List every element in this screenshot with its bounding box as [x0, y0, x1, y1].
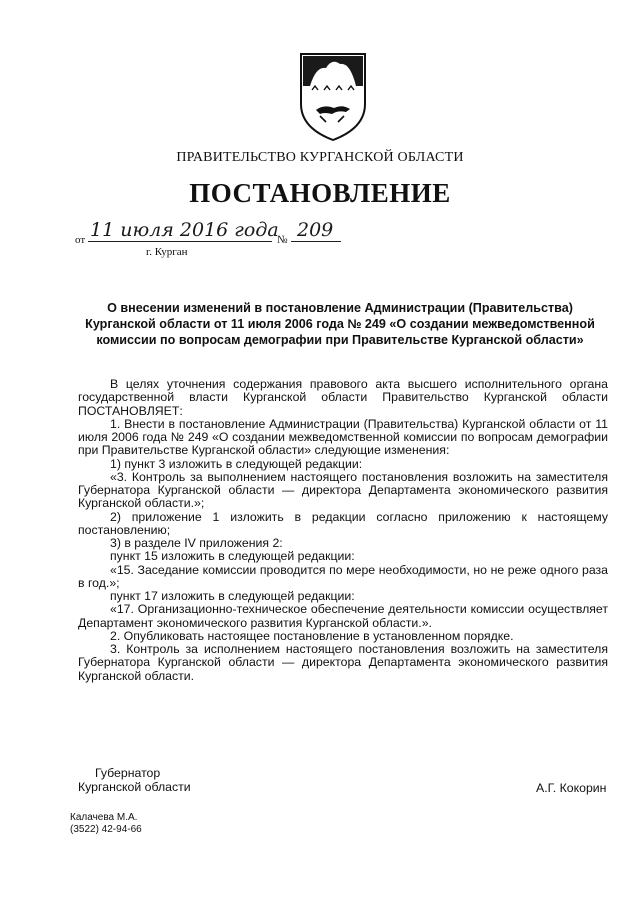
signatory-title-line1: Губернатор [95, 766, 161, 780]
date-prefix: от [75, 234, 86, 246]
coat-of-arms-emblem [298, 52, 368, 142]
handwritten-date: 11 июля 2016 года [90, 219, 279, 241]
paragraph-quote-17: «17. Организационно-техническое обеспечение деятельности комиссии осуществляет Департамент экономического развития Курганской области.». [78, 602, 608, 630]
paragraph-point-15: пункт 15 изложить в следующей редакции: [110, 549, 355, 564]
city-label: г. Курган [146, 246, 188, 258]
number-prefix: № [277, 234, 288, 246]
executor-phone: (3522) 42-94-66 [70, 824, 142, 835]
executor-name: Калачева М.А. [70, 812, 138, 823]
resolution-heading [70, 300, 610, 348]
number-underline [291, 241, 341, 242]
paragraph-point-17: пункт 17 изложить в следующей редакции: [110, 589, 355, 603]
government-name: ПРАВИТЕЛЬСТВО КУРГАНСКОЙ ОБЛАСТИ [176, 150, 464, 165]
paragraph-subitem-2: 2) приложение 1 изложить в редакции согласно приложению к настоящему постановлению; [78, 509, 608, 537]
paragraph-subitem-1: 1) пункт 3 изложить в следующей редакции: [110, 456, 363, 471]
paragraph-item-1: 1. Внести в постановление Администрации (Правительства) Курганской области от 11 июля 2006 года № 249 «О создании межведомственной комиссии по вопросам демографии при Правительстве Курганской области» следующие изменения: [78, 416, 608, 458]
signatory-name: А.Г. Кокорин [536, 781, 607, 795]
paragraph-item-2: 2. Опубликовать настоящее постановление в установленном порядке. [110, 628, 514, 643]
paragraph-preamble: В целях уточнения содержания правового акта высшего исполнительного органа государственной власти Курганской области Правительство Курганской области ПОСТАНОВЛЯЕТ: [78, 377, 608, 418]
paragraph-subitem-3: 3) в разделе IV приложения 2: [110, 536, 283, 550]
date-underline [88, 241, 272, 242]
signatory-title-line2: Курганской области [78, 780, 191, 794]
paragraph-quote-15: «15. Заседание комиссии проводится по мере необходимости, но не реже одного раза в год.»; [78, 562, 608, 590]
handwritten-number: 209 [297, 219, 334, 241]
heading-line: Курганской области от 11 июля 2006 года № 249 «О создании межведомственной [85, 317, 595, 331]
paragraph-quote-3: «3. Контроль за выполнением настоящего постановления возложить на заместителя Губернатора Курганской области — директора Департамента экономического развития Курганской области.»; [78, 469, 608, 511]
heading-line: О внесении изменений в постановление Администрации (Правительства) [107, 301, 573, 315]
document-type-title: ПОСТАНОВЛЕНИЕ [189, 178, 451, 208]
resolution-body [78, 378, 608, 683]
heading-line: комиссии по вопросам демографии при Правительстве Курганской области» [96, 333, 584, 347]
paragraph-item-3: 3. Контроль за исполнением настоящего постановления возложить на заместителя Губернатора Курганской области — директора Департамента экономического развития Курганской области. [78, 642, 608, 683]
